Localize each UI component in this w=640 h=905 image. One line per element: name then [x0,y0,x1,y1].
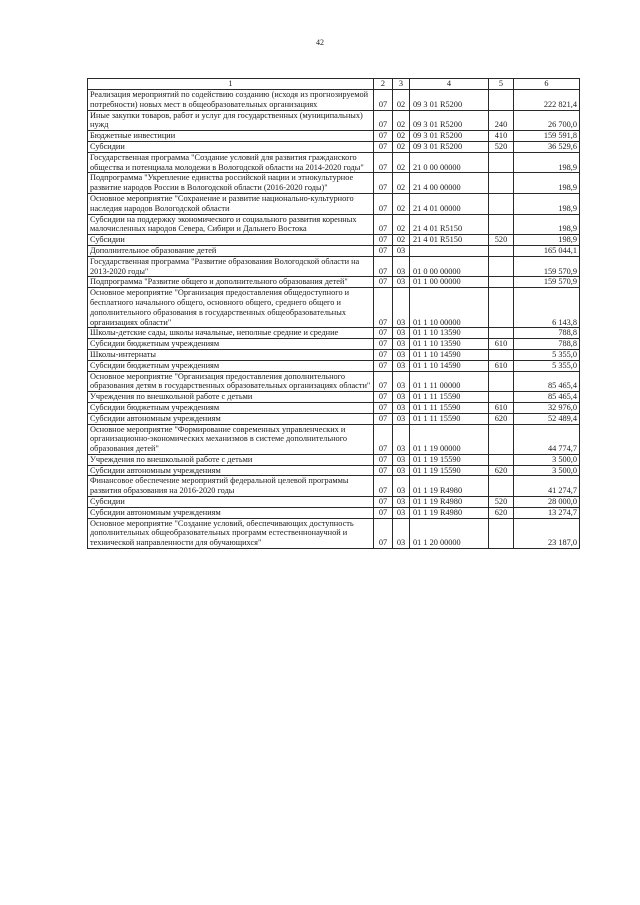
cell-subsection: 03 [393,476,410,497]
table-row [88,402,580,413]
cell-section: 07 [374,131,393,142]
cell-name: Учреждения по внешкольной работе с детьми [88,454,374,465]
cell-section: 07 [374,371,393,392]
cell-expense-type [489,518,514,548]
table-row [88,141,580,152]
cell-amount: 198,9 [514,193,580,214]
cell-amount: 44 774,7 [514,424,580,454]
cell-target-article: 01 1 11 15590 [410,413,489,424]
cell-subsection: 02 [393,214,410,235]
cell-section: 07 [374,392,393,403]
cell-expense-type: 410 [489,131,514,142]
cell-target-article [410,245,489,256]
cell-section: 07 [374,339,393,350]
cell-subsection: 03 [393,413,410,424]
cell-name: Государственная программа "Создание условий для развития гражданского общества и потенциала молодежи в Вологодской области на 2014-2020 годы" [88,152,374,173]
cell-subsection: 03 [393,256,410,277]
cell-name: Основное мероприятие "Организация предоставления общедоступного и бесплатного начального общего, основного общего, среднего общего и дополнительного образования в государственных общеобразовательных организациях области" [88,288,374,328]
cell-expense-type [489,328,514,339]
cell-expense-type [489,349,514,360]
cell-expense-type: 610 [489,360,514,371]
table-row [88,424,580,454]
cell-name: Основное мероприятие "Организация предоставления дополнительного образования детям в государственных образовательных организациях области" [88,371,374,392]
cell-section: 07 [374,214,393,235]
cell-amount: 198,9 [514,214,580,235]
cell-expense-type [489,90,514,111]
cell-expense-type [489,214,514,235]
cell-name: Субсидии бюджетным учреждениям [88,360,374,371]
cell-subsection: 03 [393,349,410,360]
cell-name: Субсидии бюджетным учреждениям [88,402,374,413]
cell-target-article: 01 1 11 00000 [410,371,489,392]
cell-section: 07 [374,152,393,173]
cell-expense-type [489,424,514,454]
table-row [88,193,580,214]
cell-target-article: 01 1 10 13590 [410,339,489,350]
header-cell-amount: 6 [514,79,580,90]
cell-amount: 788,8 [514,339,580,350]
cell-section: 07 [374,454,393,465]
cell-subsection: 03 [393,339,410,350]
table-row [88,360,580,371]
cell-expense-type [489,173,514,194]
header-cell-target-article: 4 [410,79,489,90]
cell-section: 07 [374,141,393,152]
cell-section: 07 [374,413,393,424]
cell-section: 07 [374,110,393,131]
table-row [88,518,580,548]
cell-amount: 159 570,9 [514,277,580,288]
cell-name: Подпрограмма "Укрепление единства российской нации и этнокультурное развитие народов России в Вологодской области (2016-2020 годы)" [88,173,374,194]
cell-expense-type [489,152,514,173]
cell-section: 07 [374,245,393,256]
table-row [88,476,580,497]
cell-target-article: 21 4 00 00000 [410,173,489,194]
cell-expense-type: 620 [489,507,514,518]
header-cell-subsection: 3 [393,79,410,90]
cell-target-article: 21 4 01 R5150 [410,214,489,235]
header-cell-name: 1 [88,79,374,90]
table-row [88,277,580,288]
table-row [88,349,580,360]
cell-subsection: 03 [393,454,410,465]
header-cell-section: 2 [374,79,393,90]
cell-subsection: 02 [393,131,410,142]
cell-subsection: 02 [393,110,410,131]
cell-name: Основное мероприятие "Формирование современных управленческих и организационно-экономических механизмов в системе дополнительного образования детей" [88,424,374,454]
cell-name: Дополнительное образование детей [88,245,374,256]
cell-amount: 198,9 [514,152,580,173]
cell-subsection: 02 [393,173,410,194]
table-row [88,288,580,328]
table-row [88,413,580,424]
cell-name: Субсидии автономным учреждениям [88,413,374,424]
cell-subsection: 02 [393,235,410,246]
cell-amount: 52 489,4 [514,413,580,424]
cell-name: Государственная программа "Развитие образования Вологодской области на 2013-2020 годы" [88,256,374,277]
table-row [88,110,580,131]
cell-name: Иные закупки товаров, работ и услуг для государственных (муниципальных) нужд [88,110,374,131]
budget-table [87,78,580,549]
cell-section: 07 [374,349,393,360]
cell-expense-type: 520 [489,141,514,152]
cell-target-article: 09 3 01 R5200 [410,110,489,131]
cell-expense-type [489,371,514,392]
cell-amount: 165 044,1 [514,245,580,256]
cell-section: 07 [374,476,393,497]
cell-section: 07 [374,173,393,194]
page-number: 42 [316,38,324,47]
cell-amount: 6 143,8 [514,288,580,328]
cell-name: Субсидии автономным учреждениям [88,507,374,518]
cell-name: Учреждения по внешкольной работе с детьми [88,392,374,403]
cell-target-article: 21 4 01 00000 [410,193,489,214]
cell-expense-type: 610 [489,339,514,350]
cell-subsection: 03 [393,360,410,371]
cell-amount: 85 465,4 [514,371,580,392]
cell-target-article: 01 1 10 14590 [410,349,489,360]
cell-amount: 5 355,0 [514,349,580,360]
cell-section: 07 [374,497,393,508]
cell-section: 07 [374,288,393,328]
cell-target-article: 21 0 00 00000 [410,152,489,173]
cell-target-article: 09 3 01 R5200 [410,141,489,152]
cell-section: 07 [374,235,393,246]
cell-name: Субсидии на поддержку экономического и социального развития коренных малочисленных народов Севера, Сибири и Дальнего Востока [88,214,374,235]
cell-target-article: 01 1 19 R4980 [410,497,489,508]
table-row [88,454,580,465]
cell-name: Бюджетные инвестиции [88,131,374,142]
cell-name: Школы-детские сады, школы начальные, неполные средние и средние [88,328,374,339]
cell-subsection: 02 [393,141,410,152]
cell-expense-type: 520 [489,235,514,246]
cell-section: 07 [374,424,393,454]
cell-amount: 23 187,0 [514,518,580,548]
cell-name: Финансовое обеспечение мероприятий федеральной целевой программы развития образования на 2016-2020 годы [88,476,374,497]
cell-target-article: 01 1 19 R4980 [410,476,489,497]
cell-amount: 788,8 [514,328,580,339]
table-row [88,131,580,142]
cell-amount: 26 700,0 [514,110,580,131]
cell-section: 07 [374,465,393,476]
cell-expense-type: 620 [489,465,514,476]
cell-expense-type [489,277,514,288]
cell-amount: 32 976,0 [514,402,580,413]
cell-target-article: 01 1 19 00000 [410,424,489,454]
cell-target-article: 09 3 01 R5200 [410,90,489,111]
cell-subsection: 03 [393,245,410,256]
cell-target-article: 01 1 19 15590 [410,465,489,476]
cell-amount: 198,9 [514,235,580,246]
cell-name: Подпрограмма "Развитие общего и дополнительного образования детей" [88,277,374,288]
cell-target-article: 01 1 10 00000 [410,288,489,328]
cell-target-article: 01 1 11 15590 [410,392,489,403]
cell-section: 07 [374,193,393,214]
cell-subsection: 03 [393,497,410,508]
cell-amount: 3 500,0 [514,454,580,465]
table-row [88,339,580,350]
cell-section: 07 [374,518,393,548]
table-row [88,152,580,173]
cell-subsection: 03 [393,392,410,403]
cell-expense-type: 520 [489,497,514,508]
cell-amount: 222 821,4 [514,90,580,111]
table-row [88,328,580,339]
cell-name: Основное мероприятие "Создание условий, обеспечивающих доступность дополнительных общеобразовательных программ естественнонаучной и технической направленности для обучающихся" [88,518,374,548]
table-header-row [88,79,580,90]
cell-subsection: 03 [393,371,410,392]
cell-expense-type: 610 [489,402,514,413]
table-row [88,465,580,476]
table-row [88,90,580,111]
cell-subsection: 02 [393,193,410,214]
header-cell-expense-type: 5 [489,79,514,90]
table-row [88,256,580,277]
table-row [88,245,580,256]
cell-subsection: 03 [393,507,410,518]
cell-expense-type [489,245,514,256]
cell-subsection: 03 [393,402,410,413]
cell-section: 07 [374,256,393,277]
cell-subsection: 02 [393,90,410,111]
cell-expense-type [489,256,514,277]
cell-subsection: 03 [393,424,410,454]
cell-subsection: 03 [393,288,410,328]
cell-amount: 159 591,8 [514,131,580,142]
cell-amount: 36 529,6 [514,141,580,152]
cell-name: Школы-интернаты [88,349,374,360]
table-row [88,507,580,518]
cell-subsection: 03 [393,518,410,548]
cell-target-article: 01 1 19 15590 [410,454,489,465]
table-row [88,173,580,194]
table-row [88,371,580,392]
cell-amount: 159 570,9 [514,256,580,277]
cell-expense-type [489,193,514,214]
table-row [88,235,580,246]
cell-section: 07 [374,402,393,413]
cell-target-article: 01 1 11 15590 [410,402,489,413]
cell-amount: 41 274,7 [514,476,580,497]
cell-target-article: 01 1 00 00000 [410,277,489,288]
cell-subsection: 03 [393,465,410,476]
cell-amount: 28 000,0 [514,497,580,508]
cell-name: Основное мероприятие "Сохранение и развитие национально-культурного наследия народов Вологодской области [88,193,374,214]
table-row [88,497,580,508]
cell-amount: 13 274,7 [514,507,580,518]
cell-target-article: 01 1 19 R4980 [410,507,489,518]
table-row [88,214,580,235]
cell-amount: 198,9 [514,173,580,194]
cell-section: 07 [374,277,393,288]
cell-name: Субсидии автономным учреждениям [88,465,374,476]
cell-name: Субсидии [88,141,374,152]
cell-target-article: 01 1 20 00000 [410,518,489,548]
cell-amount: 5 355,0 [514,360,580,371]
cell-name: Субсидии [88,235,374,246]
cell-subsection: 02 [393,152,410,173]
cell-expense-type [489,288,514,328]
cell-expense-type [489,392,514,403]
cell-section: 07 [374,507,393,518]
cell-section: 07 [374,90,393,111]
cell-amount: 85 465,4 [514,392,580,403]
cell-subsection: 03 [393,277,410,288]
cell-target-article: 01 1 10 14590 [410,360,489,371]
cell-expense-type [489,476,514,497]
cell-expense-type [489,454,514,465]
cell-name: Субсидии бюджетным учреждениям [88,339,374,350]
table-row [88,392,580,403]
cell-section: 07 [374,360,393,371]
cell-target-article: 21 4 01 R5150 [410,235,489,246]
cell-expense-type: 240 [489,110,514,131]
cell-amount: 3 500,0 [514,465,580,476]
cell-target-article: 01 0 00 00000 [410,256,489,277]
cell-name: Реализация мероприятий по содействию созданию (исходя из прогнозируемой потребности) новых мест в общеобразовательных организациях [88,90,374,111]
cell-subsection: 03 [393,328,410,339]
cell-expense-type: 620 [489,413,514,424]
cell-target-article: 01 1 10 13590 [410,328,489,339]
cell-name: Субсидии [88,497,374,508]
cell-target-article: 09 3 01 R5200 [410,131,489,142]
cell-section: 07 [374,328,393,339]
